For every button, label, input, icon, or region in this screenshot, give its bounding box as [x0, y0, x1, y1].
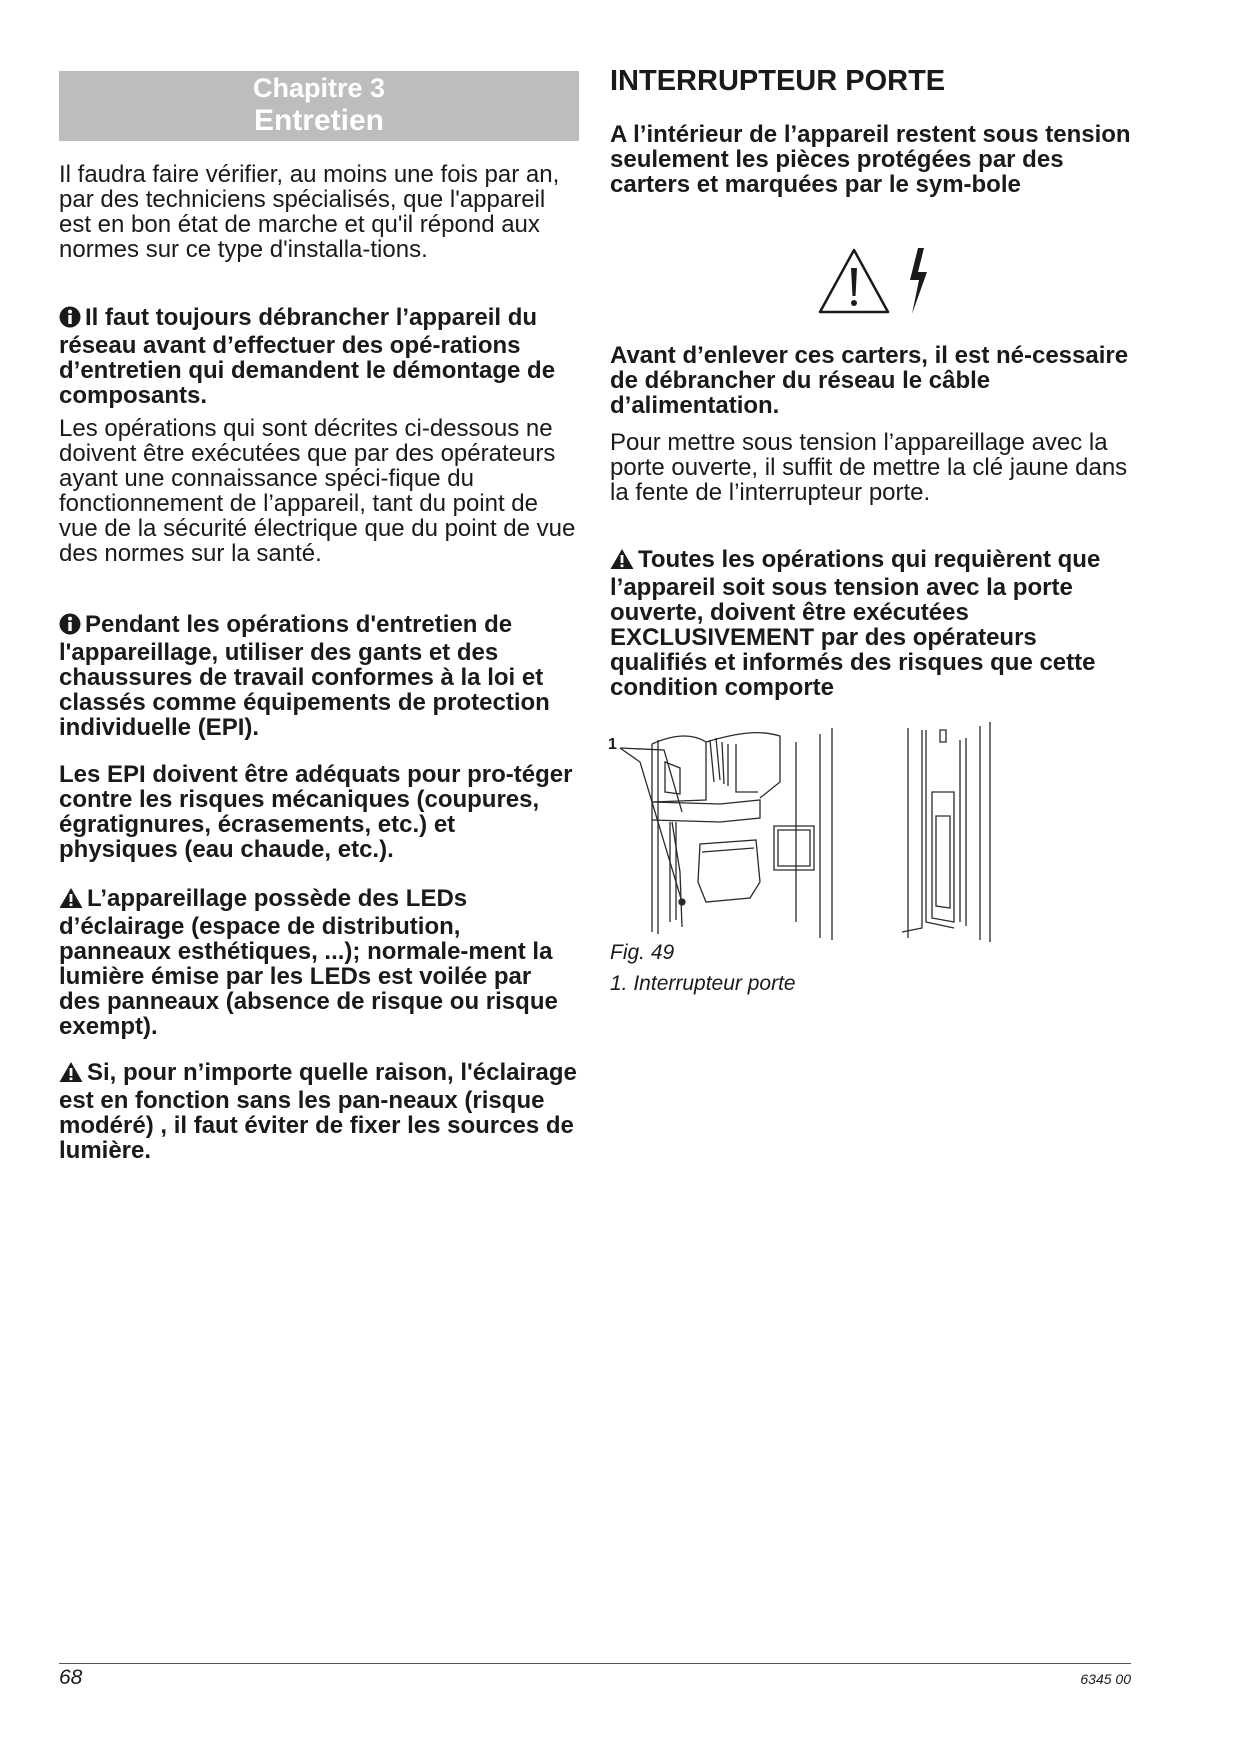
info-icon — [59, 306, 81, 333]
info-note-disconnect-text: Il faut toujours débrancher l’appareil du réseau avant d’effectuer des opé-rations d’entretien qui demandent le démontage de composants. — [59, 304, 556, 409]
info-icon — [59, 613, 81, 640]
page-number: 68 — [59, 1666, 83, 1689]
door-open-paragraph: Pour mettre sous tension l’appareillage avec la porte ouverte, il suffit de mettre la clé jaune dans la fente de l’interrupteur porte. — [610, 429, 1128, 506]
warning-icon — [610, 548, 634, 575]
warning-lighting-text: Si, pour n’importe quelle raison, l'éclairage est en fonction sans les pan-neaux (risque modéré) , il faut éviter de fixer les sources de lumière. — [59, 1059, 577, 1164]
live-parts-paragraph: A l’intérieur de l’appareil restent sous tension seulement les pièces protégées par des carters et marquées par le sym-bole — [610, 121, 1131, 198]
chapter-number: Chapitre 3 — [252, 73, 386, 103]
warning-icon — [59, 887, 83, 914]
figure-callout-1: 1 — [608, 736, 617, 753]
footer-rule — [59, 1663, 1131, 1664]
info-note-ppe — [59, 612, 579, 740]
warning-icon — [59, 1061, 83, 1088]
document-code: 6345 00 — [1080, 1671, 1131, 1687]
electrical-hazard-icon — [818, 246, 936, 318]
figure-door-switch — [610, 722, 1020, 950]
section-title: INTERRUPTEUR PORTE — [610, 65, 946, 97]
info-note-disconnect — [59, 305, 579, 408]
warning-door-open — [610, 547, 1140, 700]
carters-paragraph: Avant d’enlever ces carters, il est né-cessaire de débrancher du réseau le câble d’alimentation. — [610, 342, 1129, 419]
figure-label: Fig. 49 — [610, 941, 675, 964]
hazard-symbol — [818, 246, 936, 318]
ppe-paragraph: Les EPI doivent être adéquats pour pro-téger contre les risques mécaniques (coupures, égratignures, écrasements, etc.) et physiques (eau chaude, etc.). — [59, 761, 573, 863]
intro-paragraph: Il faudra faire vérifier, au moins une fois par an, par des techniciens spécialisés, que l'appareil est en bon état de marche et qu'il répond aux normes sur ce type d'installa-tions. — [59, 161, 560, 263]
operators-paragraph: Les opérations qui sont décrites ci-dessous ne doivent être exécutées que par des opérateurs ayant une connaissance spéci-fique du fonctionnement de l’appareil, tant du point de vue de la sécurité électrique que du point de vue des normes sur la santé. — [59, 415, 576, 567]
warning-leds-text: L’appareillage possède des LEDs d’éclairage (espace de distribution, panneaux esthétiques, ...); normale-ment la lumière émise par les LEDs est voilée par des panneaux (absence de risque ou risque exempt). — [59, 885, 558, 1040]
figure-legend-item: 1. Interrupteur porte — [610, 972, 796, 995]
warning-door-open-text: Toutes les opérations qui requièrent que l’appareil soit sous tension avec la porte ouverte, doivent être exécutées EXCLUSIVEMENT par des opérateurs qualifiés et informés des risques que cette condition comporte — [610, 546, 1101, 701]
warning-leds — [59, 886, 579, 1039]
warning-lighting — [59, 1060, 579, 1163]
info-note-ppe-text: Pendant les opérations d'entretien de l'appareillage, utiliser des gants et des chaussures de travail conformes à la loi et classés comme équipements de protection individuelle (EPI). — [59, 611, 550, 741]
chapter-banner — [59, 71, 579, 141]
chapter-title: Entretien — [253, 104, 385, 137]
